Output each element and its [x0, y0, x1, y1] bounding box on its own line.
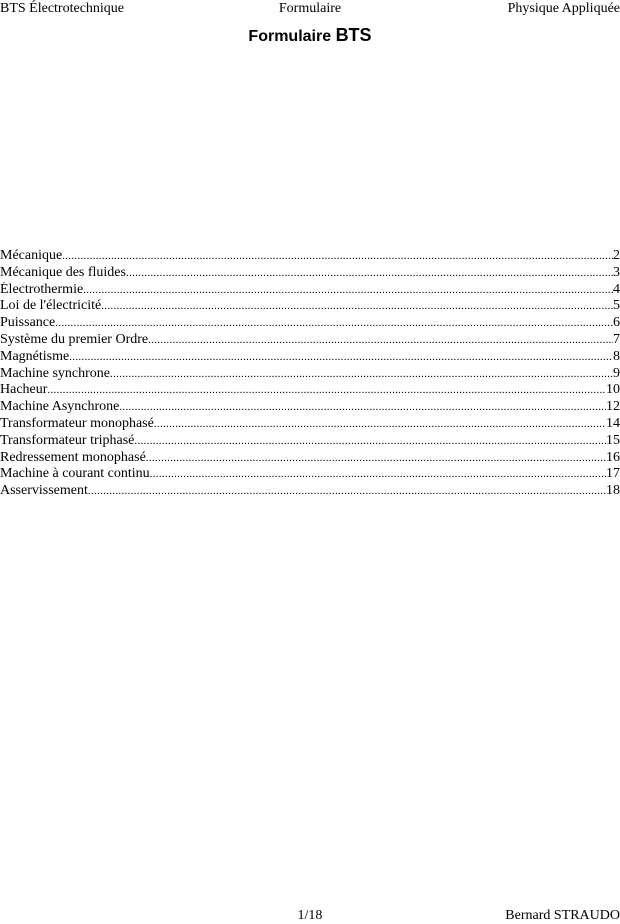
toc-entry-label: Hacheur — [0, 382, 48, 398]
document-title — [0, 25, 620, 47]
toc-dot-leader — [47, 382, 606, 399]
toc-dot-leader — [146, 450, 606, 467]
header-subject: Physique Appliquée — [507, 1, 620, 16]
toc-entry[interactable] — [0, 315, 620, 332]
toc-entry-page: 8 — [613, 348, 620, 364]
toc-entry-page: 5 — [613, 298, 620, 314]
toc-entry-label: Puissance — [0, 315, 56, 331]
toc-entry[interactable] — [0, 450, 620, 467]
toc-entry[interactable] — [0, 382, 620, 399]
toc-entry-label: Transformateur monophasé — [0, 415, 154, 431]
toc-dot-leader — [150, 466, 606, 483]
toc-dot-leader — [148, 332, 613, 349]
toc-entry-label: Machine à courant continu — [0, 466, 150, 482]
toc-entry-label: Système du premier Ordre — [0, 331, 149, 347]
header-document-type: Formulaire — [278, 1, 342, 16]
document-title-main: Formulaire — [248, 28, 332, 45]
table-of-contents — [0, 248, 620, 500]
toc-dot-leader — [55, 315, 613, 332]
toc-dot-leader — [134, 433, 606, 450]
toc-entry-label: Loi de l'électricité — [0, 298, 102, 314]
footer-author: Bernard STRAUDO — [505, 908, 620, 923]
toc-entry-label: Électrothermie — [0, 281, 84, 297]
toc-entry-label: Transformateur triphasé — [0, 432, 135, 448]
toc-entry-label: Mécanique des fluides — [0, 264, 126, 280]
toc-entry[interactable] — [0, 282, 620, 299]
toc-entry[interactable] — [0, 483, 620, 500]
toc-entry[interactable] — [0, 248, 620, 265]
toc-entry-page: 15 — [606, 432, 620, 448]
toc-entry-label: Asservissement — [0, 483, 88, 499]
toc-entry-page: 12 — [606, 399, 620, 415]
footer-page-number: 1/18 — [297, 908, 323, 923]
page-footer — [0, 908, 620, 924]
toc-entry[interactable] — [0, 349, 620, 366]
toc-entry[interactable] — [0, 265, 620, 282]
toc-entry-page: 17 — [606, 466, 620, 482]
toc-entry[interactable] — [0, 399, 620, 416]
header-course-name: BTS Électrotechnique — [0, 1, 125, 16]
toc-dot-leader — [88, 483, 606, 500]
toc-entry-page: 6 — [613, 315, 620, 331]
toc-entry-label: Machine Asynchrone — [0, 399, 120, 415]
toc-dot-leader — [154, 416, 606, 433]
toc-entry-page: 16 — [606, 449, 620, 465]
toc-entry[interactable] — [0, 332, 620, 349]
toc-entry-label: Redressement monophasé — [0, 449, 146, 465]
toc-entry[interactable] — [0, 366, 620, 383]
toc-entry-page: 9 — [613, 365, 620, 381]
toc-entry-page: 18 — [606, 483, 620, 499]
toc-entry-page: 4 — [613, 281, 620, 297]
toc-entry-label: Machine synchrone — [0, 365, 111, 381]
toc-dot-leader — [110, 366, 613, 383]
toc-dot-leader — [101, 298, 613, 315]
toc-entry-page: 3 — [613, 264, 620, 280]
toc-entry[interactable] — [0, 466, 620, 483]
toc-dot-leader — [69, 349, 613, 366]
toc-entry-page: 14 — [606, 415, 620, 431]
page-header — [0, 0, 620, 18]
toc-dot-leader — [83, 282, 613, 299]
toc-dot-leader — [126, 265, 613, 282]
toc-dot-leader — [62, 248, 613, 265]
toc-entry-label: Mécanique — [0, 248, 63, 263]
document-title-suffix: BTS — [335, 25, 372, 45]
toc-entry[interactable] — [0, 416, 620, 433]
toc-dot-leader — [119, 399, 606, 416]
toc-entry[interactable] — [0, 298, 620, 315]
toc-entry-page: 2 — [613, 248, 620, 263]
toc-entry-page: 7 — [613, 331, 620, 347]
toc-entry[interactable] — [0, 433, 620, 450]
toc-entry-page: 10 — [606, 382, 620, 398]
toc-entry-label: Magnétisme — [0, 348, 70, 364]
